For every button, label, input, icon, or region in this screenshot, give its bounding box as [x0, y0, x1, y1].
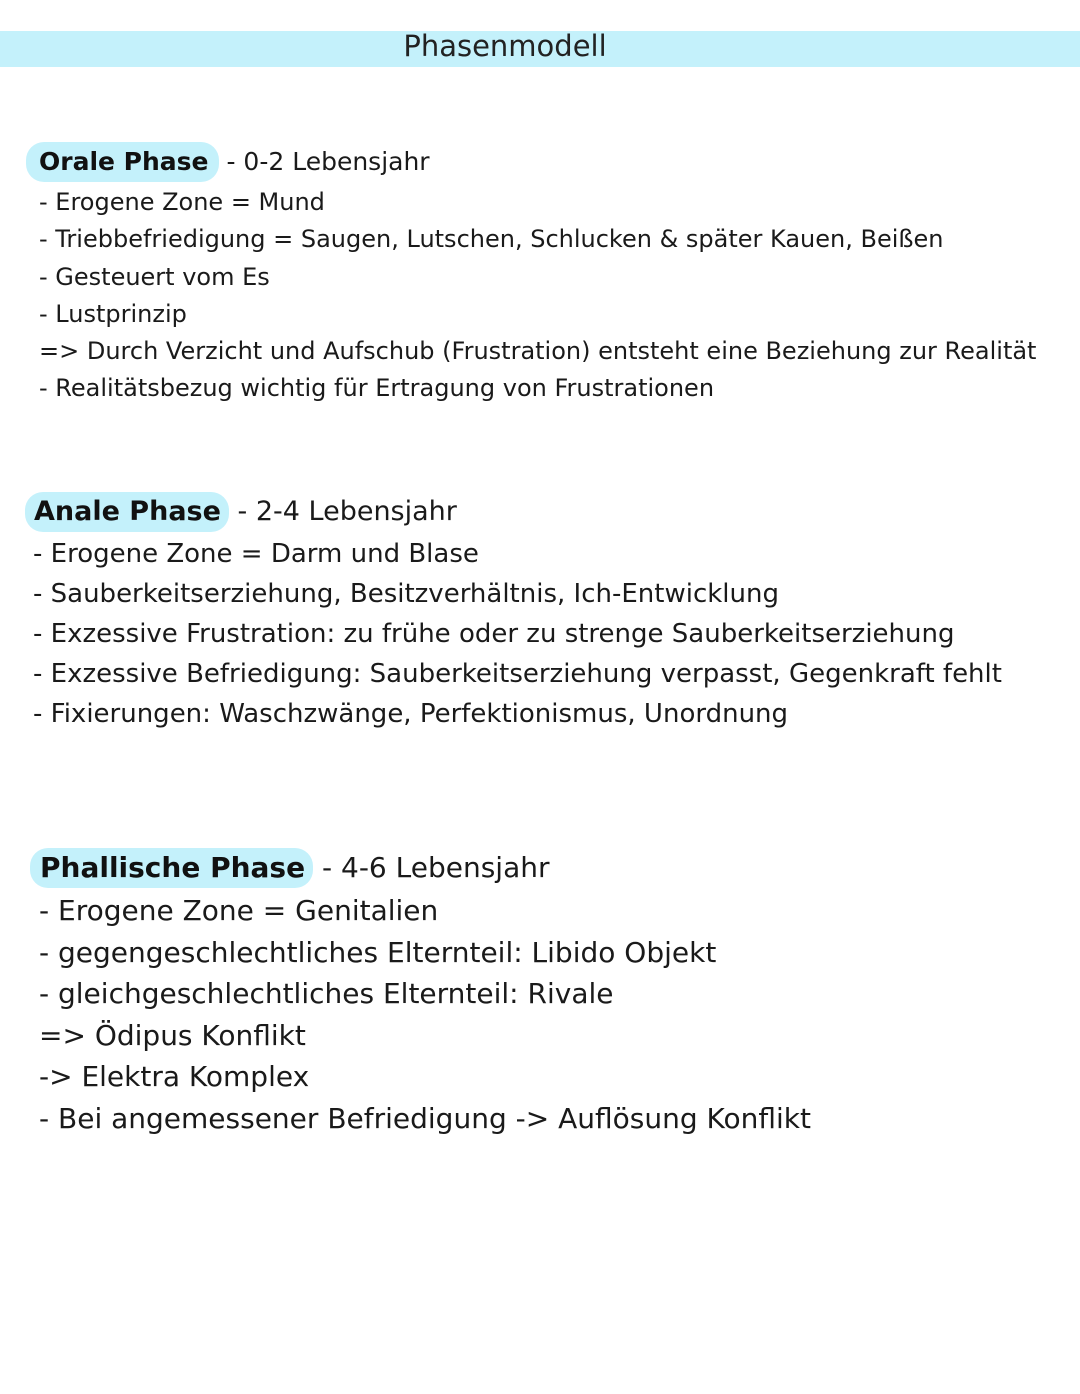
- list-item: - Sauberkeitserziehung, Besitzverhältnis, Ich-Entwicklung: [33, 579, 779, 609]
- section-orale-phase: [0, 140, 1080, 408]
- list-item: - gleichgeschlechtliches Elternteil: Rivale: [39, 977, 614, 1011]
- phase-label-anale: Anale Phase: [25, 492, 229, 532]
- section-heading-anale: [0, 490, 1080, 534]
- list-item: => Ödipus Konflikt: [39, 1018, 306, 1052]
- page-title: Phasenmodell: [403, 29, 607, 63]
- list-item: - Lustprinzip: [39, 299, 187, 328]
- list-item: - Triebbefriedigung = Saugen, Lutschen, Schlucken & später Kauen, Beißen: [39, 225, 944, 254]
- list-item: - Erogene Zone = Genitalien: [39, 894, 439, 927]
- list-item: - Fixierungen: Waschzwänge, Perfektionismus, Unordnung: [33, 699, 789, 729]
- list-item: - Bei angemessener Befriedigung -> Auflösung Konflikt: [39, 1101, 811, 1135]
- list-item: - Gesteuert vom Es: [39, 262, 270, 291]
- section-phallische-phase: [0, 846, 1080, 1140]
- list-item: - gegengeschlechtliches Elternteil: Libido Objekt: [39, 935, 717, 969]
- list-item: - Exzessive Befriedigung: Sauberkeitserziehung verpasst, Gegenkraft fehlt: [33, 659, 1002, 689]
- list-item: - Erogene Zone = Mund: [39, 188, 325, 216]
- phase-age-range-phallische: - 4-6 Lebensjahr: [313, 851, 550, 884]
- section-heading-phallische: [0, 846, 1080, 890]
- list-item: - Exzessive Frustration: zu frühe oder zu strenge Sauberkeitserziehung: [33, 619, 955, 649]
- list-item: => Durch Verzicht und Aufschub (Frustration) entsteht eine Beziehung zur Realität: [39, 337, 1037, 366]
- list-item: - Erogene Zone = Darm und Blase: [33, 539, 479, 569]
- list-item: -> Elektra Komplex: [39, 1060, 310, 1094]
- phase-age-range-orale: - 0-2 Lebensjahr: [218, 147, 430, 176]
- list-item: - Realitätsbezug wichtig für Ertragung von Frustrationen: [39, 374, 715, 403]
- phase-age-range-anale: - 2-4 Lebensjahr: [228, 496, 457, 527]
- phase-label-orale: Orale Phase: [26, 142, 219, 182]
- section-heading-orale: [0, 140, 1080, 184]
- section-anale-phase: [0, 490, 1080, 734]
- phase-label-phallische: Phallische Phase: [30, 848, 313, 888]
